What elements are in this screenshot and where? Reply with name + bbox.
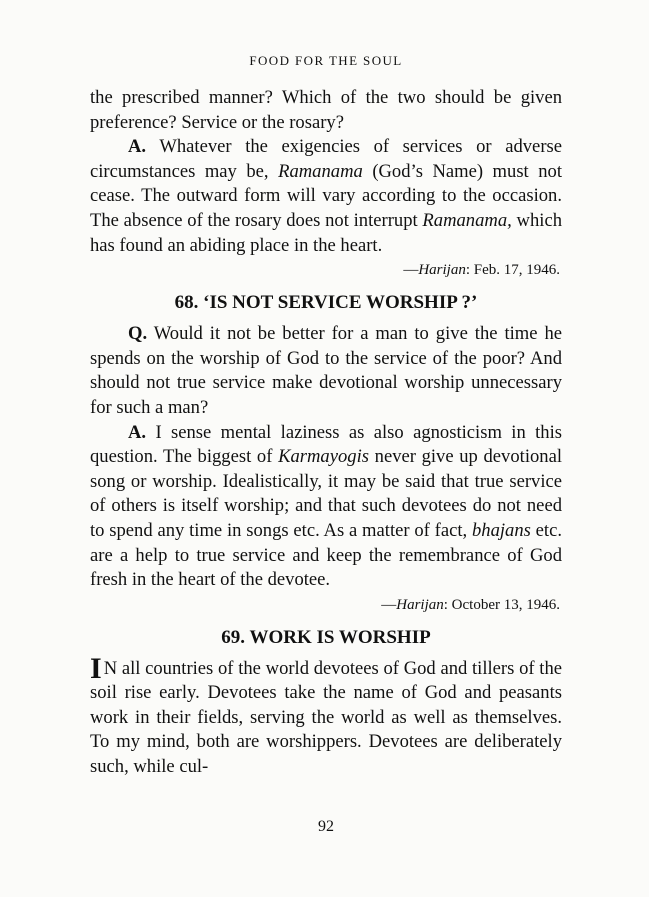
answer-label: A.: [128, 136, 147, 158]
drop-cap: I: [90, 651, 102, 685]
answer-text: never give up devotional song or worship. Idealistically, it may be said that true service of others is itself worship; and that such devotees do not need to spend any time in songs etc. As a matter of fact,: [90, 446, 562, 541]
continuation-text: the prescribed manner? Which of the two should be given preference? Service or the rosary?: [90, 87, 562, 133]
page-number: 92: [318, 818, 334, 835]
citation-dash: —: [381, 596, 397, 613]
citation: [90, 595, 560, 615]
answer-paragraph: [90, 135, 562, 258]
answer-text: (God’s Name) must not cease. The outward form will vary according to the occasion. The absence of the rosary does not interrupt: [90, 160, 562, 231]
section-heading: 69. WORK IS WORSHIP: [221, 626, 431, 648]
citation-date: : October 13, 1946.: [443, 596, 560, 613]
italic-term: bhajans: [471, 519, 531, 541]
question-text: Would it not be better for a man to give the time he spends on the worship of God to the service of the poor? And should not true service make devotional worship unnecessary for such a man?: [90, 323, 562, 418]
answer-paragraph: [90, 421, 562, 593]
answer-text: I sense mental laziness as also agnosticism in this question. The biggest of: [90, 421, 562, 468]
question-label: Q.: [128, 323, 148, 345]
paragraph-text: N all countries of the world devotees of God and tillers of the soil rise early. Devotees take the name of God and peasants work in their fields, serving the world as well as themselves. To my mind, both are worshippers. Devotees are deliberately such, while cul-: [90, 657, 562, 778]
citation-date: : Feb. 17, 1946.: [465, 262, 560, 279]
paragraph-continuation: [90, 86, 562, 135]
italic-term: Ramanama,: [422, 209, 512, 231]
answer-text: Whatever the exigencies of services or adverse circumstances may be,: [90, 136, 562, 182]
citation-source: Harijan: [396, 596, 444, 613]
question-paragraph: [90, 322, 562, 420]
citation-source: Harijan: [418, 262, 466, 279]
answer-label: A.: [128, 421, 147, 443]
citation-dash: —: [403, 262, 419, 279]
running-head: FOOD FOR THE SOUL: [249, 53, 403, 68]
italic-term: Ramanama: [278, 160, 363, 182]
citation: [90, 260, 560, 280]
section-heading: 68. ‘IS NOT SERVICE WORSHIP ?’: [174, 292, 478, 314]
italic-term: Karmayogis: [278, 446, 369, 468]
body-text: [90, 86, 562, 780]
answer-text: which has found an abiding place in the heart.: [90, 209, 562, 256]
answer-text: etc. are a help to true service and keep the remembrance of God fresh in the heart of the devotee.: [90, 519, 563, 591]
paragraph-with-dropcap: [90, 651, 562, 780]
